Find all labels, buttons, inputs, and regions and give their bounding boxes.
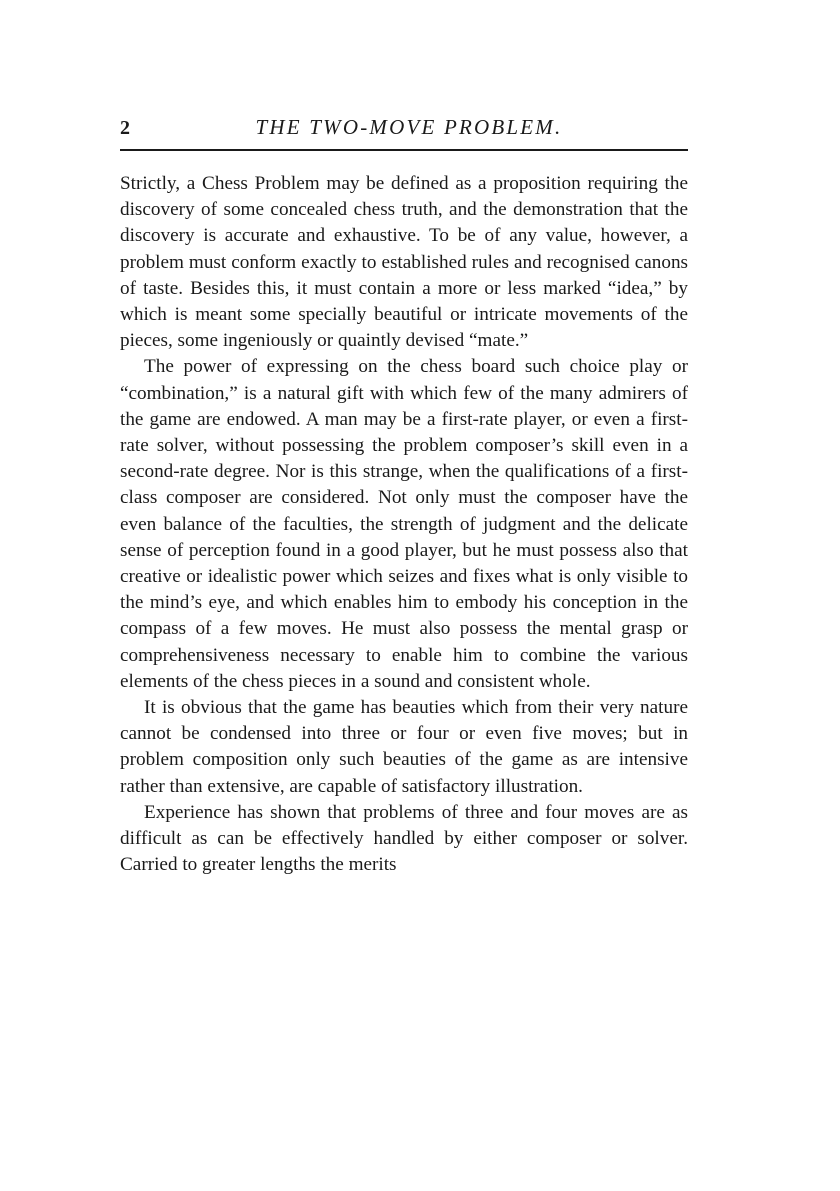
page-number: 2 (120, 117, 130, 139)
paragraph-1: Strictly, a Chess Problem may be defined as a proposition requiring the discovery of some concealed chess truth, and the demonstration that the discovery is accurate and exhaustive. To be of any value, however, a problem must conform exactly to established rules and recognised canons of taste. Besides this, it must contain a more or less marked “idea,” by which is meant some specially beautiful or intricate movements of the pieces, some ingeniously or quaintly devised “mate.” (120, 173, 688, 352)
running-head (120, 113, 688, 143)
book-page (120, 113, 688, 878)
paragraph-4: Experience has shown that problems of three and four moves are as difficult as can be effectively handled by either composer or solver. Carried to greater lengths the merits (120, 801, 688, 876)
running-title: THE TWO-MOVE PROBLEM. (255, 115, 563, 139)
body-text (120, 171, 688, 878)
paragraph-2: The power of expressing on the chess board such choice play or “combination,” is a natural gift with which few of the many admirers of the game are endowed. A man may be a first-rate player, or even a first-rate solver, without possessing the problem composer’s skill even in a second-rate degree. Nor is this strange, when the qualifications of a first-class composer are considered. Not only must the composer have the even balance of the faculties, the strength of judgment and the delicate sense of perception found in a good player, but he must possess also that creative or idealistic power which seizes and fixes what is only visible to the mind’s eye, and which enables him to embody his conception in the compass of a few moves. He must also possess the mental grasp or comprehensiveness necessary to enable him to combine the various elements of the chess pieces in a sound and consistent whole. (120, 356, 688, 692)
header-rule (120, 149, 688, 151)
paragraph-3: It is obvious that the game has beauties which from their very nature cannot be condensed into three or four or even five moves; but in problem composition only such beauties of the game as are intensive rather than extensive, are capable of satisfactory illustration. (120, 697, 688, 797)
